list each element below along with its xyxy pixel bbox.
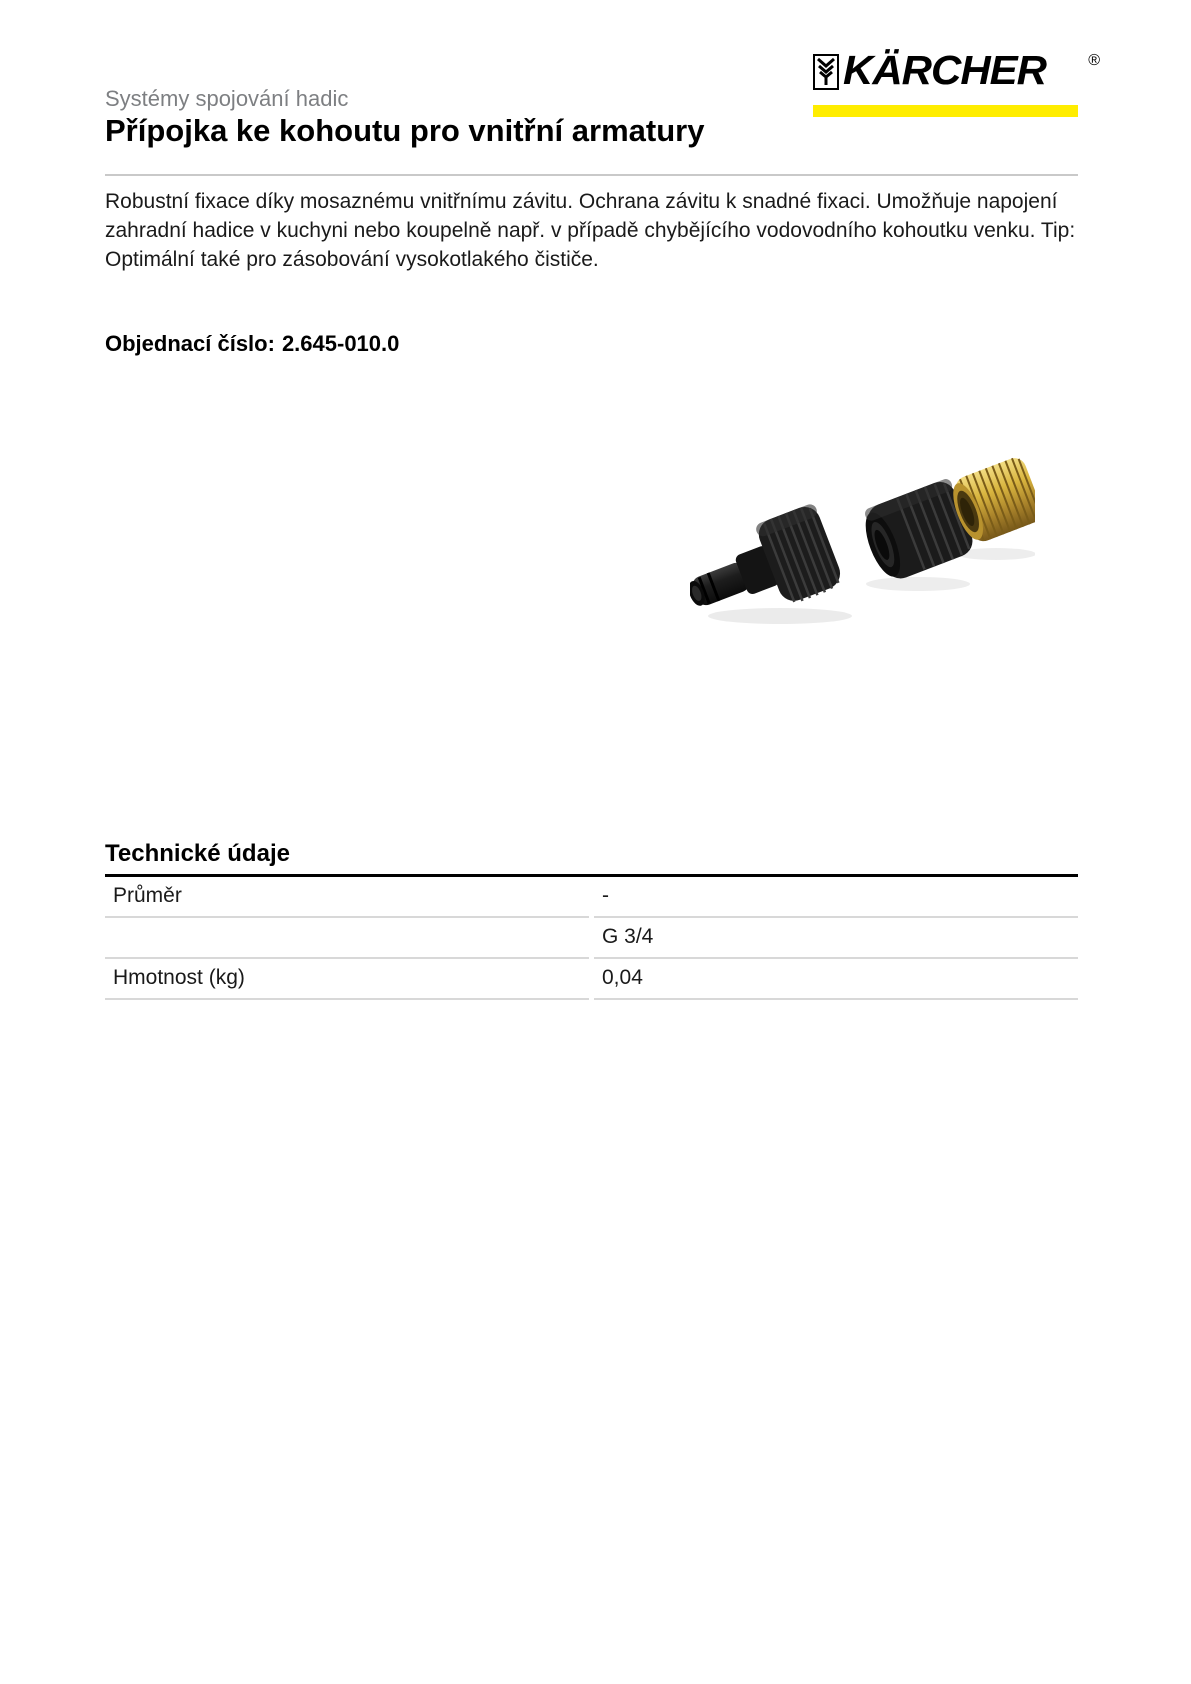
technical-data-section [105,840,1078,1000]
page-title: Přípojka ke kohoutu pro vnitřní armatury [105,113,705,148]
product-description [105,187,1075,274]
technical-data-heading: Technické údaje [105,840,1078,877]
karcher-logo-row [813,47,1100,93]
product-image [690,438,1035,633]
karcher-chevron-icon [813,54,839,90]
registered-trademark-symbol: ® [1088,52,1100,69]
description-line: zahradní hadice v kuchyni nebo koupelně např. v případě chybějícího vodovodního kohoutku venku. Tip: [105,219,1076,242]
order-number-value: 2.645-010.0 [281,331,400,356]
shadow [708,608,852,624]
table-row [105,918,1078,959]
karcher-yellow-bar [813,105,1078,117]
spec-label: Průměr [105,877,589,918]
description-line: Robustní fixace díky mosaznému vnitřnímu závitu. Ochrana závitu k snadné fixaci. Umožňuje napojení [105,190,1058,213]
spec-value: G 3/4 [594,918,1078,959]
karcher-wordmark: KÄRCHER [843,47,1046,93]
category-subtitle: Systémy spojování hadic [105,86,349,111]
technical-data-table [100,877,1083,1000]
spec-value: - [594,877,1078,918]
spec-label: Hmotnost (kg) [105,959,589,1000]
karcher-logo [813,47,1100,117]
table-row [105,959,1078,1000]
order-number-line [105,331,399,357]
spec-value: 0,04 [594,959,1078,1000]
spec-label [105,918,589,959]
description-line: Optimální také pro zásobování vysokotlakého čističe. [105,248,599,271]
order-number-label: Objednací číslo: [105,331,275,356]
table-row [105,877,1078,918]
header-divider [105,174,1078,176]
